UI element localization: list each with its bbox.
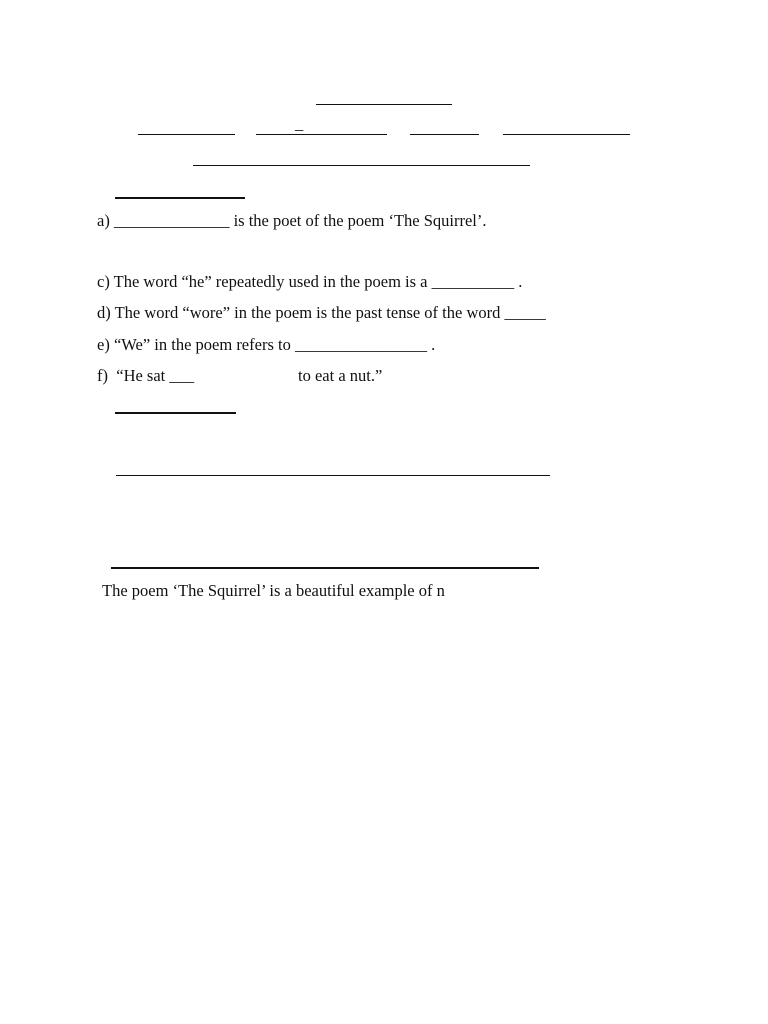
title-blank: [316, 104, 452, 105]
question-e: e) “We” in the poem refers to ________________ .: [97, 335, 436, 354]
section-heading-blank-3: [111, 567, 539, 569]
header-blank-4: [503, 134, 630, 135]
header-blank-3: [410, 134, 479, 135]
question-f-part1: f) “He sat ___: [97, 366, 195, 385]
section-heading-blank: [115, 197, 245, 199]
header-blank-1: [138, 134, 235, 135]
closing-paragraph: The poem ‘The Squirrel’ is a beautiful example of n: [102, 581, 445, 600]
subtitle-blank: [193, 165, 530, 166]
question-c: c) The word “he” repeatedly used in the poem is a __________ .: [97, 272, 523, 291]
question-a: a) ______________ is the poet of the poem ‘The Squirrel’.: [97, 211, 487, 230]
header-blank-2: [256, 134, 387, 135]
answer-blank-long: [116, 475, 550, 476]
header-blank-mark: _: [295, 114, 304, 133]
question-d: d) The word “wore” in the poem is the past tense of the word _____: [97, 303, 546, 322]
question-f-part2: to eat a nut.”: [298, 366, 383, 385]
section-heading-blank-2: [115, 412, 236, 414]
